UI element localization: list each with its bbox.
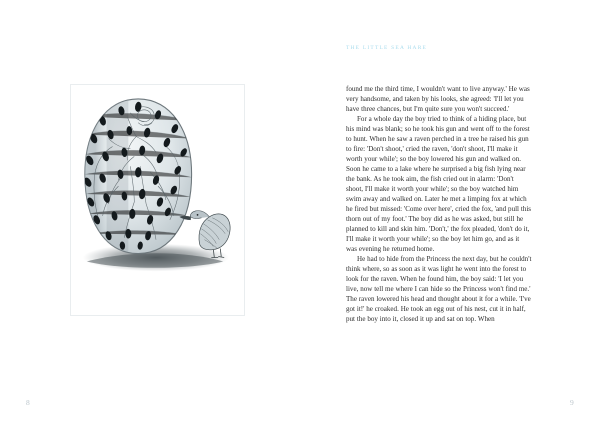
running-head: THE LITTLE SEA HARE <box>346 45 428 51</box>
folio-recto: 9 <box>570 398 574 407</box>
speckled-egg <box>83 97 192 256</box>
body-text <box>346 84 532 324</box>
paragraph: found me the third time, I wouldn't want to live anyway.' He was very handsome, and taken by his looks, she agreed: 'I'll let you have three chances, but I'm quite sure you won't succeed.' <box>346 85 530 114</box>
egg-and-raven-illustration <box>73 87 242 313</box>
illustration-plate <box>70 84 245 316</box>
paragraph: He had to hide from the Princess the next day, but he couldn't think where, so as soon as it was light he went into the forest to look for the raven. When he found him, the boy said: 'I let you live, now tell me where I can hide so the Princess won't find me.' The raven lowered his head and thought about it for a while. 'I've got it!' he croaked. He took an egg out of his nest, cut it in half, put the boy into it, closed it up and sat on top. When <box>346 255 532 324</box>
folio-verso: 8 <box>26 398 30 407</box>
recto-page <box>300 0 600 425</box>
paragraph: For a whole day the boy tried to think of a hiding place, but his mind was blank; so he took his gun and went off to the forest to hunt. When he saw a raven perched in a tree he raised his gun to fire: 'Don't shoot,' cried the raven, 'don't shoot, I'll make it worth your while'; so the boy lowered his gun and walked on. Soon he came to a lake where he surprised a big fish lying near the bank. As he took aim, the fish cried out in alarm: 'Don't shoot, I'll make it worth your while'; so the boy watched him swim away and walked on. Later he met a limping fox at which he fired but missed: 'Come over here', cried the fox, 'and pull this thorn out of my foot.' The boy did as he was asked, but still he planned to kill and skin him. 'Don't,' the fox pleaded, 'don't do it, I'll make it worth your while'; so the boy let him go, and as it was evening he returned home. <box>346 115 532 254</box>
